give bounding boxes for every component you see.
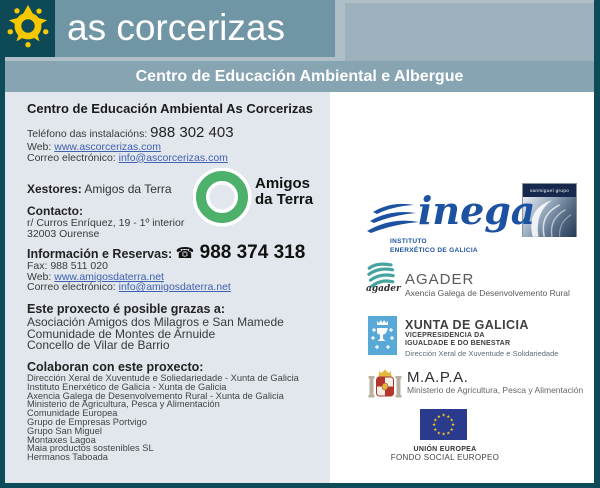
collab-item: Dirección Xeral de Xuventude e Soliedariedade - Xunta de Galicia xyxy=(27,373,299,383)
phone-label: Teléfono das instalacións: xyxy=(27,128,151,140)
address-line-1: r/ Curros Enríquez, 19 - 1º interior xyxy=(27,217,185,229)
agader-script-text: agader xyxy=(366,284,401,294)
eu-logo-text xyxy=(370,446,520,462)
eu-flag-icon xyxy=(420,409,467,440)
svg-text:★: ★ xyxy=(446,431,451,437)
xestores-value: Amigos da Terra xyxy=(81,182,172,196)
collab-item: Comunidade Europea xyxy=(27,408,118,419)
email2-label: Correo electrónico: xyxy=(27,281,119,293)
collab-item: Grupo San Miguel xyxy=(27,425,102,436)
site-title[interactable]: as corcerizas xyxy=(55,0,335,57)
svg-text:★: ★ xyxy=(431,423,437,429)
xunta-sub-line2: IGUALDADE E DO BENESTAR xyxy=(405,340,511,347)
sanmiguel-logo-text: sanmiguel grupo xyxy=(523,184,576,197)
agader-logo-name: AGADER xyxy=(405,271,475,288)
xunta-sub-line3: Dirección Xeral de Xuventude e Solidariedade xyxy=(405,349,559,358)
inega-sub-line1: INSTITUTO xyxy=(390,238,427,245)
phone-icon: ☎ xyxy=(175,245,195,262)
svg-text:★: ★ xyxy=(436,431,441,437)
inega-logo-subtitle xyxy=(390,237,478,255)
inega-sub-line2: ENERXÉTICO DE GALICIA xyxy=(390,247,478,254)
inega-swoosh-icon xyxy=(367,200,419,239)
xunta-logo-department xyxy=(405,332,510,348)
email-label: Correo electrónico: xyxy=(27,151,119,164)
sponsors-panel xyxy=(330,92,594,483)
sun-icon xyxy=(5,3,51,54)
phone-value: 988 302 403 xyxy=(150,124,234,141)
amigos-contact-block xyxy=(27,261,231,293)
email-line xyxy=(27,153,234,164)
amigos-logo-line2: da Terra xyxy=(255,191,314,208)
email-link[interactable]: info@ascorcerizas.com xyxy=(118,151,228,164)
panel-heading: Centro de Educación Ambiental As Corcerizas xyxy=(27,101,313,116)
site-logo[interactable] xyxy=(0,0,55,57)
fax-line: Fax: 988 511 020 xyxy=(27,260,108,272)
address-line-2: 32003 Ourense xyxy=(27,228,100,240)
header-background-block xyxy=(345,3,594,61)
collab-item: Axencia Galega de Desenvolvemento Rural - Xunta de Galicia xyxy=(27,390,284,401)
thanks-block xyxy=(27,302,284,352)
xunta-logo-name: XUNTA DE GALICIA xyxy=(405,318,529,332)
collab-item: Ministerio de Agricultura, Pesca y Alimentación xyxy=(27,399,220,410)
mapa-logo-name: M.A.P.A. xyxy=(407,369,469,386)
collab-item: Montaxes Lagoa xyxy=(27,434,96,445)
inega-logo-name: inega xyxy=(418,188,536,233)
center-contact-block xyxy=(27,125,234,163)
svg-text:★: ★ xyxy=(433,427,438,433)
svg-text:★: ★ xyxy=(446,414,451,420)
collab-block xyxy=(27,361,299,462)
svg-text:★: ★ xyxy=(450,423,456,429)
collab-item: Grupo de Empresas Portvigo xyxy=(27,416,147,427)
xunta-sub-line1: VICEPRESIDENCIA DA xyxy=(405,332,485,339)
svg-text:★: ★ xyxy=(441,432,446,438)
eu-line1: UNIÓN EUROPEA xyxy=(413,446,477,453)
svg-text:★: ★ xyxy=(433,418,438,424)
mapa-logo-subtitle: Ministerio de Agricultura, Pesca y Alimentación xyxy=(407,385,584,395)
thanks-item: Concello de Vilar de Barrio xyxy=(27,338,170,352)
web2-link[interactable]: www.amigosdaterra.net xyxy=(54,270,164,283)
info-panel xyxy=(5,92,330,483)
web-link[interactable]: www.ascorcerizas.com xyxy=(54,141,162,153)
page-banner: Centro de Educación Ambiental e Albergue xyxy=(5,61,594,92)
contact-label: Contacto: xyxy=(27,204,83,218)
collab-heading: Colaboran con este proxecto: xyxy=(27,360,204,374)
thanks-item: Asociación Amigos dos Milagros e San Mamede xyxy=(27,315,284,329)
xunta-crest-icon xyxy=(368,316,397,355)
agader-logo-subtitle: Axencia Galega de Desenvolvemento Rural xyxy=(405,288,570,298)
xestores-line xyxy=(27,182,172,196)
amigos-logo-line1: Amigos xyxy=(255,175,311,192)
collab-item: Hermanos Taboada xyxy=(27,452,108,463)
email2-link[interactable]: info@amigosdaterra.net xyxy=(118,281,231,293)
email2-line xyxy=(27,282,231,293)
reservas-phone: 988 374 318 xyxy=(194,242,306,263)
reservas-label: Información e Reservas: xyxy=(27,247,176,261)
xestores-label: Xestores: xyxy=(27,182,82,196)
amigos-logo-text xyxy=(255,176,313,208)
svg-text:★: ★ xyxy=(449,418,454,424)
mapa-crest-icon xyxy=(368,367,402,409)
svg-text:★: ★ xyxy=(436,414,441,420)
contact-block xyxy=(27,204,184,240)
collab-item: Instituto Enerxético de Galicia - Xunta de Galicia xyxy=(27,381,227,392)
amigos-ring-icon xyxy=(193,168,253,233)
svg-text:★: ★ xyxy=(441,413,446,419)
thanks-item: Comunidade de Montes de Arnuide xyxy=(27,326,216,341)
web2-label: Web: xyxy=(27,270,55,283)
phone-line xyxy=(27,125,234,142)
web-label: Web: xyxy=(27,141,55,153)
collab-item: Maia productos sostenibles SL xyxy=(27,443,154,454)
eu-line2: FONDO SOCIAL EUROPEO xyxy=(390,453,500,462)
svg-text:★: ★ xyxy=(449,427,454,433)
thanks-heading: Este proxecto é posible grazas a: xyxy=(27,302,225,316)
